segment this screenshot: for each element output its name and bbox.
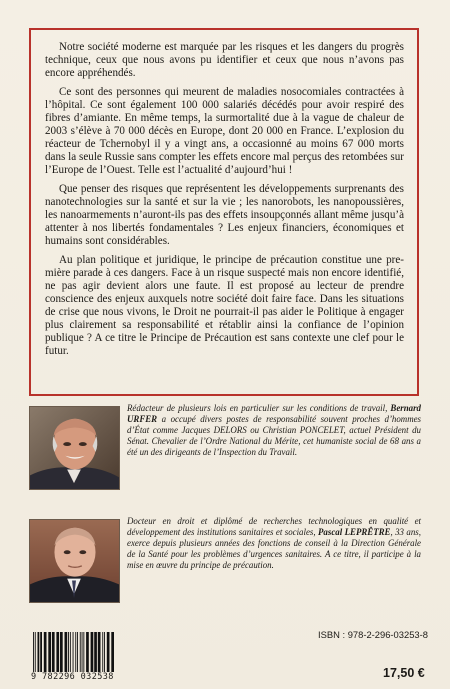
barcode-bar [83,632,84,672]
portrait-bald-man-image [30,407,119,489]
barcode-bar [38,632,40,672]
summary-paragraph-1: Notre société moderne est marquée par les risques et les dangers du progrès technique, ceux que nous avons pu identifier et ceux que nous n’avons pas encore appréhendés. [45,41,404,79]
barcode-bar [86,632,89,672]
barcode-bar [80,632,81,672]
author-name-urfer: Bernard URFER [127,403,421,425]
author-block-lepretre [29,516,421,603]
barcode-bar [102,632,103,672]
summary-text-frame [29,28,419,396]
barcode-number: 9 782296 032538 [31,672,114,682]
author-bio-lepretre [127,516,421,571]
barcode-bar [73,632,74,672]
barcode-bar [60,632,63,672]
isbn-label: ISBN : 978-2-296-03253-8 [318,629,428,640]
author-bio-urfer [127,403,421,458]
barcode-bar [77,632,78,672]
barcode-bar [98,632,101,672]
barcode-bar [68,632,69,672]
barcode-bar [94,632,97,672]
barcode-bar [56,632,59,672]
bio-text-start: Rédacteur de plusieurs lois en particulier sur les conditions de travail, [127,403,391,413]
barcode-bar [33,632,34,672]
summary-paragraph-3: Que penser des risques que représentent les développements surprenants des nanotechnologies sur la santé et sur la vie ; les nanorobots, les nanopoussières, les nanoarmements n’auront-ils pas des effets insoupçonnés allant même jusqu’à attenter à nos libertés fondamentales ? Les enjeux financiers, économiques et humains sont considérables. [45,183,404,247]
barcode-bar [65,632,68,672]
bio-text-end: , 33 ans, exerce depuis plusieurs années des fonctions de conseil à la Direction Générale de la Santé pour les problèmes d’urgences sanitaires. A ce titre, il participe à la mise en œuvre du principe de précaution. [127,527,421,571]
barcode-bar [82,632,83,672]
barcode-bar [44,632,47,672]
barcode [31,632,161,684]
portrait-young-man-image [30,520,119,602]
price-label: 17,50 € [383,666,425,680]
summary-paragraph-2: Ce sont des personnes qui meurent de maladies nosocomiales contractées à l’hôpital. Ce sont également 100 000 salariés décédés pour avoir respiré des fibres d’amiante. En même temps, la surmortalité due à la vague de chaleur de 2003 s’élève à 70 000 décès en Europe, dont 20 000 en France. L’explosion du réacteur de Tchernobyl il y a vingt ans, a occasionné au moins 67 000 morts dans la seule Russie sans compter les effets encore mal perçus des retombées sur l’Europe de l’Ouest. Telle est l’actualité d’aujourd’hui ! [45,86,404,176]
barcode-bar [35,632,36,672]
bio-text-start: Docteur en droit et diplômé de recherches technologiques en qualité et développement des institutions sanitaires et sociales, [127,516,421,538]
barcode-bar [107,632,110,672]
barcode-bar [91,632,94,672]
barcode-bar [70,632,71,672]
barcode-bars [31,632,159,672]
barcode-bar [40,632,42,672]
author-photo-urfer [29,406,120,490]
author-block-urfer [29,403,421,490]
author-photo-lepretre [29,519,120,603]
barcode-bar [111,632,114,672]
barcode-bar [48,632,51,672]
barcode-bar [104,632,105,672]
bio-text-end: a occupé divers postes de responsabilité souvent proches d’hommes d’État comme Jacques DELORS ou Christian PONCELET, actuel Président du Sénat. Chevalier de l’Ordre National du Mérite, cet humaniste social de 68 ans a été un des dirigeants de l’Inspection du Travail. [127,414,421,458]
summary-paragraph-4: Au plan politique et juridique, le principe de précaution constitue une première parade à ces dangers. Face à un risque suspecté mais non encore identifié, ne pas agir devient alors une faute. Il est proposé au lecteur de prendre conscience des enjeux auxquels notre société doit faire face. Dans les situations de crise que nous vivons, le Droit ne pourrait-il pas aider le Politique à engager plus clairement sa responsabilité et rétablir ainsi la confiance de l’opinion publique ? A ce titre le Principe de Précaution est sans contexte une clef pour le futur. [45,254,404,357]
barcode-bar [75,632,76,672]
author-name-lepretre: Pascal LEPRÊTRE [318,527,391,538]
barcode-bar [52,632,55,672]
